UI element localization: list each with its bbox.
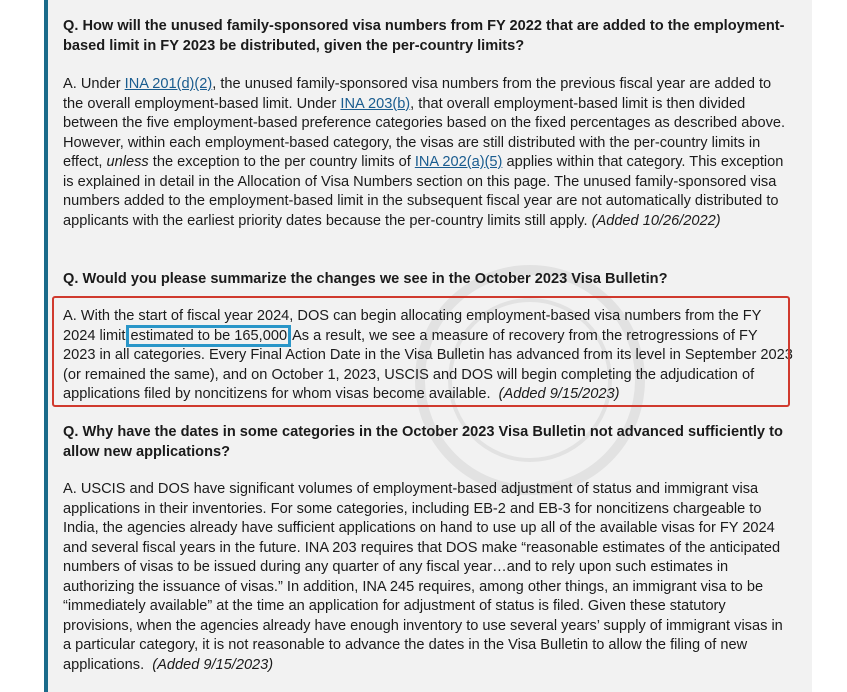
faq-item-1 — [63, 17, 793, 56]
question-heading: Q. How will the unused family-sponsored visa numbers from FY 2022 that are added to the employment-based limit in FY 2023 be distributed, given the per-country limits? — [63, 18, 785, 54]
answer-text-part: A. USCIS and DOS have significant volumes of employment-based adjustment of status and immigrant visa applications in their inventories. For some categories, including EB-2 and EB-3 for noncitizens chargeable to India, the agencies already have sufficient applications on hand to use up all of the available visas for FY 2024 and several fiscal years in the future. INA 203 requires that DOS make “reasonable estimates of the anticipated numbers of visas to be issued during any quarter of any fiscal year…and to rely upon such estimates in authorizing the issuance of visas.” In addition, INA 245 requires, among other things, an immigrant visa to be “immediately available” at the time an application for adjustment of status is filed. Given these statutory provisions, when the agencies already have enough inventory to use several years’ supply of immigrant visas in a particular category, it is not reasonable to advance the dates in the Visa Bulletin to allow the filing of new applications. — [63, 481, 783, 673]
answer-text — [63, 480, 793, 675]
answer-text — [63, 75, 793, 231]
answer-text-part: , that overall employment-based limit is then divided between the five employment-based preference categories based on the fixed percentages as described above. However, within each employment-based category, the visas are still distributed with the per-country limits in effect, — [63, 95, 786, 170]
emphasis-unless: unless — [106, 154, 149, 170]
faq-answer-3 — [63, 480, 793, 675]
answer-text-part: A. With the start of fiscal year 2024, DOS can begin allocating employment-based visa numbers from the FY 2024 limit — [63, 308, 762, 344]
ina-201d2-link[interactable]: INA 201(d)(2) — [124, 76, 213, 92]
red-annotation-box — [52, 296, 790, 407]
answer-text-part: , the unused family-sponsored visa numbers from the previous fiscal year are added to the overall employment-based limit. Under — [63, 76, 772, 112]
highlight-estimate: estimated to be 165,000 — [126, 325, 291, 347]
added-date: (Added 9/15/2023) — [498, 386, 620, 402]
added-date: (Added 10/26/2022) — [591, 212, 721, 229]
answer-text-part: the exception to the per country limits of — [148, 154, 415, 170]
answer-text-part: applies within that category. This exception is explained in detail in the Allocation of Visa Numbers section on this page. The unused family-sponsored visa numbers added to the employment-based limit in the subsequent fiscal year are not automatically distributed to applicants with the earliest priority dates because the per-country limits still apply. — [63, 154, 784, 229]
ina-202a5-link[interactable]: INA 202(a)(5) — [414, 154, 503, 170]
added-date: (Added 9/15/2023) — [152, 656, 274, 673]
faq-item-3 — [63, 423, 793, 462]
answer-text-part: As a result, we see a measure of recovery from the retrogressions of FY 2023 in all categories. Every Final Action Date in the Visa Bulletin has advanced from its level in September 2023 (or remained the same), and on October 1, 2023, USCIS and DOS will begin completing the adjudication of applications filed by noncitizens for whom visas become available. — [63, 327, 793, 402]
faq-item-2 — [63, 270, 793, 290]
question-heading: Q. Why have the dates in some categories in the October 2023 Visa Bulletin not advanced sufficiently to allow new applications? — [63, 424, 783, 460]
ina-203b-link[interactable]: INA 203(b) — [340, 95, 411, 112]
faq-answer-1 — [63, 75, 793, 231]
answer-text-part: A. Under — [63, 76, 125, 92]
question-heading: Q. Would you please summarize the changes we see in the October 2023 Visa Bulletin? — [63, 271, 668, 287]
